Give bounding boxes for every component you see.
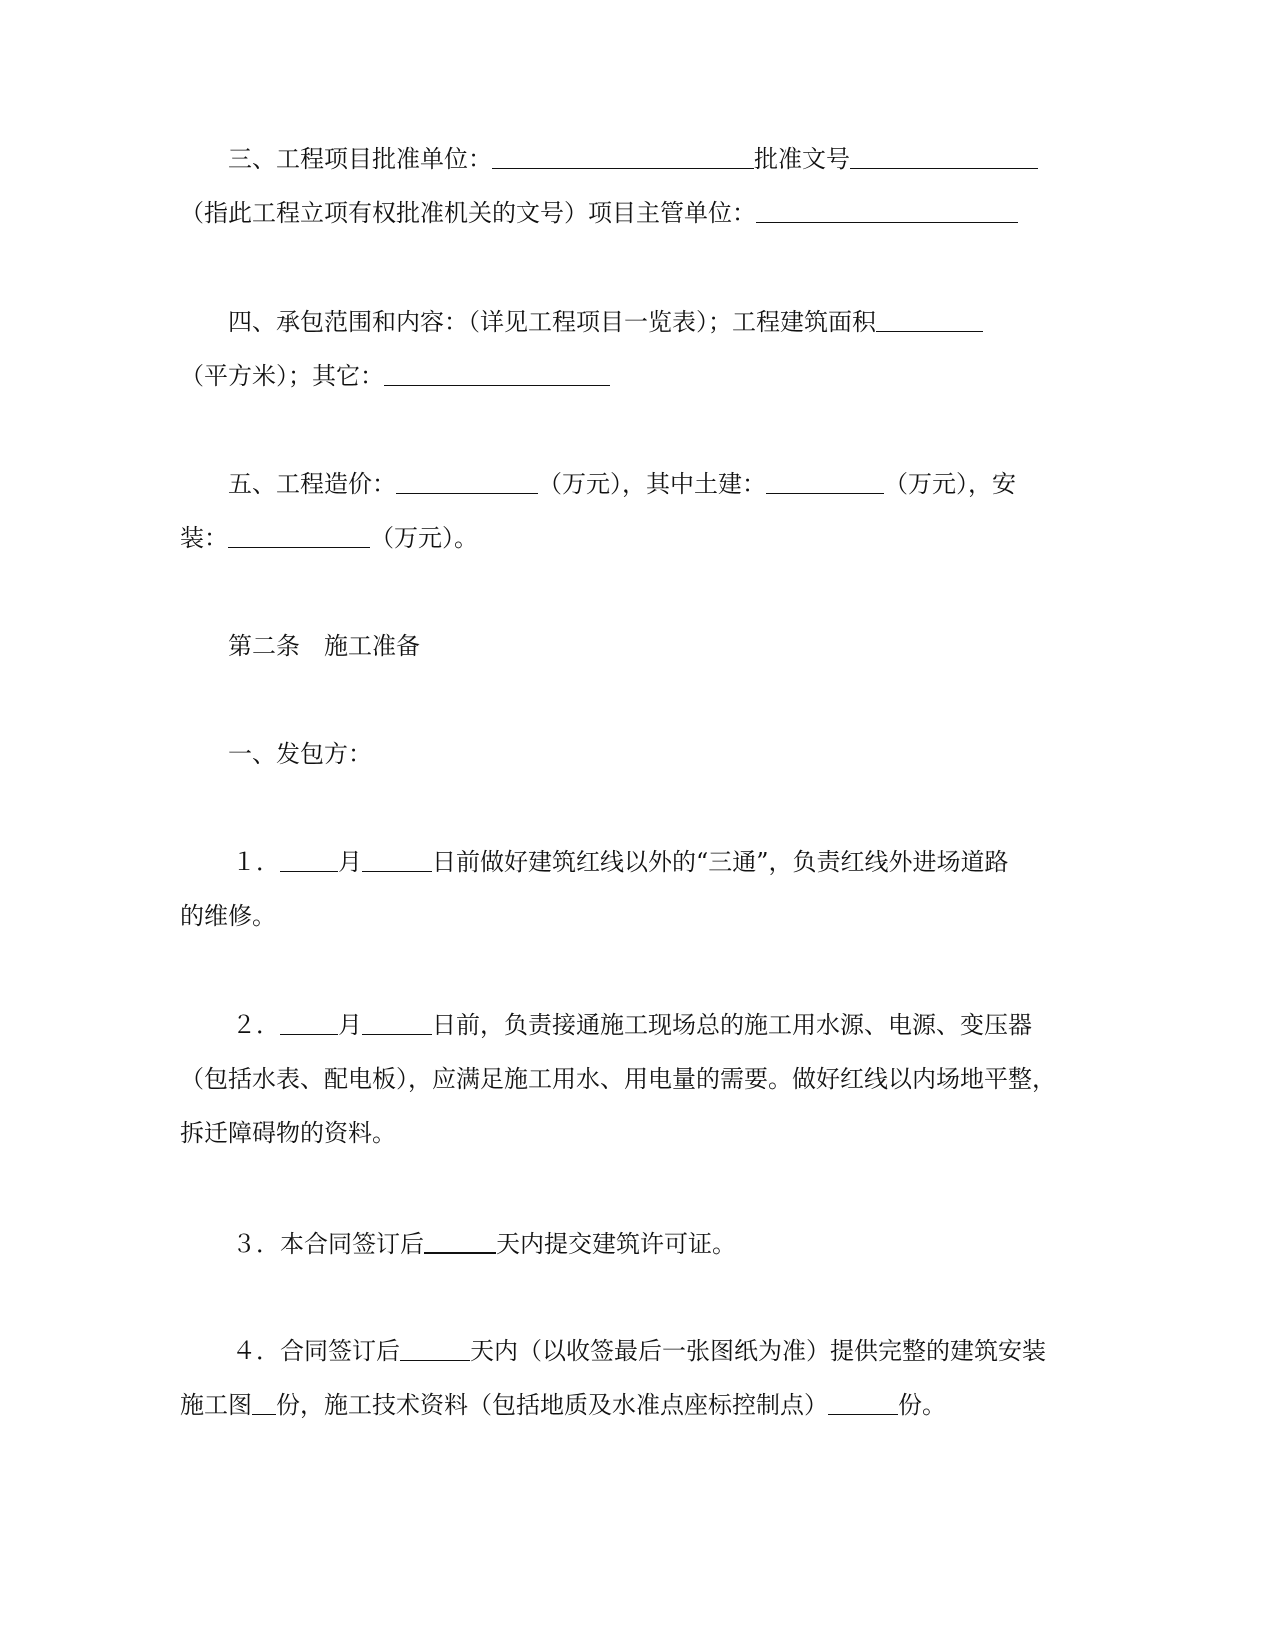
civil-blank [766, 469, 884, 494]
sec5-wan3: （万元）。 [370, 524, 478, 552]
item4-line1 [232, 1336, 1046, 1366]
item4-pre: 合同签订后 [280, 1337, 400, 1365]
item4-copies-blank [252, 1390, 276, 1415]
item2-line1 [232, 1010, 1032, 1040]
item4-line2-mid: 份，施工技术资料（包括地质及水准点座标控制点） [276, 1391, 828, 1419]
item4-line2-post: 份。 [898, 1391, 946, 1419]
item1-num: １． [232, 848, 280, 876]
sec3-label: 三、工程项目批准单位： [228, 145, 492, 173]
sec3-line2 [180, 198, 1018, 228]
install-blank [228, 523, 370, 548]
item4-days-blank [400, 1336, 470, 1361]
sec3-note: （指此工程立项有权批准机关的文号）项目主管单位： [180, 199, 756, 227]
item4-line2-pre: 施工图 [180, 1391, 252, 1419]
item1-line2: 的维修。 [180, 902, 276, 930]
article2-title: 第二条 施工准备 [228, 632, 420, 660]
sec5-line1 [228, 469, 1016, 499]
sec5-line2 [180, 523, 478, 553]
sec4-unit: （平方米）；其它： [180, 362, 384, 390]
item2-text: 日前，负责接通施工现场总的施工用水源、电源、变压器 [432, 1011, 1032, 1039]
item4-docs-blank [828, 1390, 898, 1415]
sec5-wan1: （万元），其中土建： [538, 470, 766, 498]
approval-no-blank [850, 144, 1038, 169]
supervisor-unit-blank [756, 198, 1018, 223]
item2-month-blank [280, 1010, 338, 1035]
item2-line3: 拆迁障碍物的资料。 [180, 1119, 396, 1147]
item3-num: ３． [232, 1230, 280, 1258]
item3-pre: 本合同签订后 [280, 1230, 424, 1258]
item1-day-blank [362, 847, 432, 872]
item2-day-blank [362, 1010, 432, 1035]
item1-month: 月 [338, 848, 362, 876]
item3-line [232, 1228, 736, 1258]
sec4-line2 [180, 361, 610, 391]
item3-days-blank [424, 1228, 496, 1254]
approval-unit-blank [492, 144, 754, 169]
item2-month: 月 [338, 1011, 362, 1039]
sec5-label: 五、工程造价： [228, 470, 396, 498]
item1-text: 日前做好建筑红线以外的“三通”，负责红线外进场道路 [432, 848, 1009, 876]
item1-month-blank [280, 847, 338, 872]
item3-post: 天内提交建筑许可证。 [496, 1230, 736, 1258]
other-blank [384, 361, 610, 386]
item4-num: ４． [232, 1337, 280, 1365]
approval-no-label: 批准文号 [754, 145, 850, 173]
item4-post: 天内（以收签最后一张图纸为准）提供完整的建筑安装 [470, 1337, 1046, 1365]
sec5-wan2: （万元），安 [884, 470, 1016, 498]
cost-blank [396, 469, 538, 494]
area-blank [876, 307, 983, 332]
item2-num: ２． [232, 1011, 280, 1039]
sec4-line1 [228, 307, 983, 337]
item4-line2 [180, 1390, 946, 1420]
sec3-line1 [228, 144, 1038, 174]
item2-line2: （包括水表、配电板），应满足施工用水、用电量的需要。做好红线以内场地平整， [180, 1065, 1056, 1093]
item1-line1 [232, 847, 1009, 877]
sec5-install: 装： [180, 524, 228, 552]
article2-party: 一、发包方： [228, 740, 372, 768]
sec4-label: 四、承包范围和内容：（详见工程项目一览表）；工程建筑面积 [228, 308, 876, 336]
